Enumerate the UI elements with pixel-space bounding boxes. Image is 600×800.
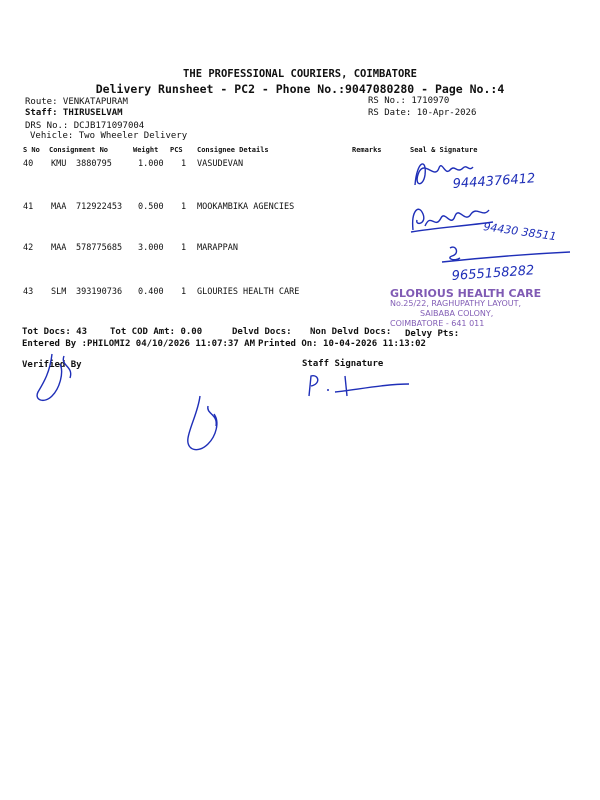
- vehicle-label: Vehicle: Two Wheeler Delivery: [30, 131, 188, 141]
- handwritten-phone-41: 94430 38511: [482, 220, 558, 244]
- company-stamp: [390, 289, 565, 329]
- row-sno: 43: [23, 287, 34, 297]
- handwritten-phone-40: 9444376412: [452, 171, 536, 192]
- stamp-line3: SAIBABA COLONY,: [420, 309, 494, 318]
- signature-row-41: [405, 200, 580, 245]
- col-consignment: Consignment No: [49, 146, 109, 154]
- delivered-docs: Delvd Docs:: [232, 327, 292, 337]
- delivery-points: Delvy Pts:: [405, 329, 460, 339]
- runsheet-subtitle: Delivery Runsheet - PC2 - Phone No.:9047080280 - Page No.:4: [95, 82, 505, 96]
- row-pcs: 1: [181, 287, 187, 297]
- row-consignment: 578775685: [76, 243, 123, 253]
- total-cod-amount: Tot COD Amt: 0.00: [110, 327, 203, 337]
- company-title: THE PROFESSIONAL COURIERS, COIMBATORE: [183, 68, 417, 80]
- row-weight: 0.500: [138, 202, 164, 212]
- row-weight: 3.000: [138, 243, 164, 253]
- row-consignee: GLOURIES HEALTH CARE: [197, 287, 300, 297]
- rs-date: RS Date: 10-Apr-2026: [368, 108, 477, 118]
- rs-number: RS No.: 1710970: [368, 96, 450, 106]
- drs-number: DRS No.: DCJB171097004: [25, 121, 145, 131]
- row-weight: 1.000: [138, 159, 164, 169]
- col-pcs: PCS: [170, 146, 183, 154]
- row-consignment: 712922453: [76, 202, 123, 212]
- row-weight: 0.400: [138, 287, 164, 297]
- row-consignment: 3880795: [76, 159, 112, 169]
- col-weight: Weight: [133, 146, 159, 154]
- verified-by-label: Verified By: [22, 360, 82, 370]
- row-prefix: KMU: [51, 159, 67, 169]
- total-docs: Tot Docs: 43: [22, 327, 88, 337]
- col-sno: S No: [23, 146, 40, 154]
- non-delivered-docs: Non Delvd Docs:: [310, 327, 392, 337]
- stamp-line1: GLORIOUS HEALTH CARE: [390, 287, 542, 300]
- row-prefix: SLM: [51, 287, 67, 297]
- row-prefix: MAA: [51, 202, 67, 212]
- verifier-signature: [30, 352, 90, 407]
- row-pcs: 1: [181, 202, 187, 212]
- row-sno: 40: [23, 159, 34, 169]
- col-consignee: Consignee Details: [197, 146, 269, 154]
- staff-signature: [305, 372, 415, 400]
- row-consignee: MARAPPAN: [197, 243, 238, 253]
- stamp-line4: COIMBATORE - 641 011: [390, 319, 485, 328]
- staff-label: Staff: THIRUSELVAM: [25, 108, 123, 118]
- signature-row-40: [405, 150, 575, 195]
- row-consignee: MOOKAMBIKA AGENCIES: [197, 202, 295, 212]
- signature-row-42: [420, 240, 585, 285]
- col-seal: Seal & Signature: [410, 146, 478, 154]
- row-consignment: 393190736: [76, 287, 123, 297]
- route-label: Route: VENKATAPURAM: [25, 97, 128, 107]
- row-prefix: MAA: [51, 243, 67, 253]
- entered-by: Entered By :PHILOMI2 04/10/2026 11:07:37 AM: [22, 339, 255, 349]
- staff-signature-label: Staff Signature: [302, 359, 384, 369]
- handwritten-phone-42: 9655158282: [451, 263, 535, 284]
- col-remarks: Remarks: [352, 146, 382, 154]
- row-consignee: VASUDEVAN: [197, 159, 244, 169]
- row-pcs: 1: [181, 159, 187, 169]
- printed-on: Printed On: 10-04-2026 11:13:02: [258, 339, 426, 349]
- stamp-line2: No.25/22, RAGHUPATHY LAYOUT,: [390, 299, 522, 308]
- row-sno: 41: [23, 202, 34, 212]
- row-sno: 42: [23, 243, 34, 253]
- verifier-mark: [180, 392, 240, 457]
- row-pcs: 1: [181, 243, 187, 253]
